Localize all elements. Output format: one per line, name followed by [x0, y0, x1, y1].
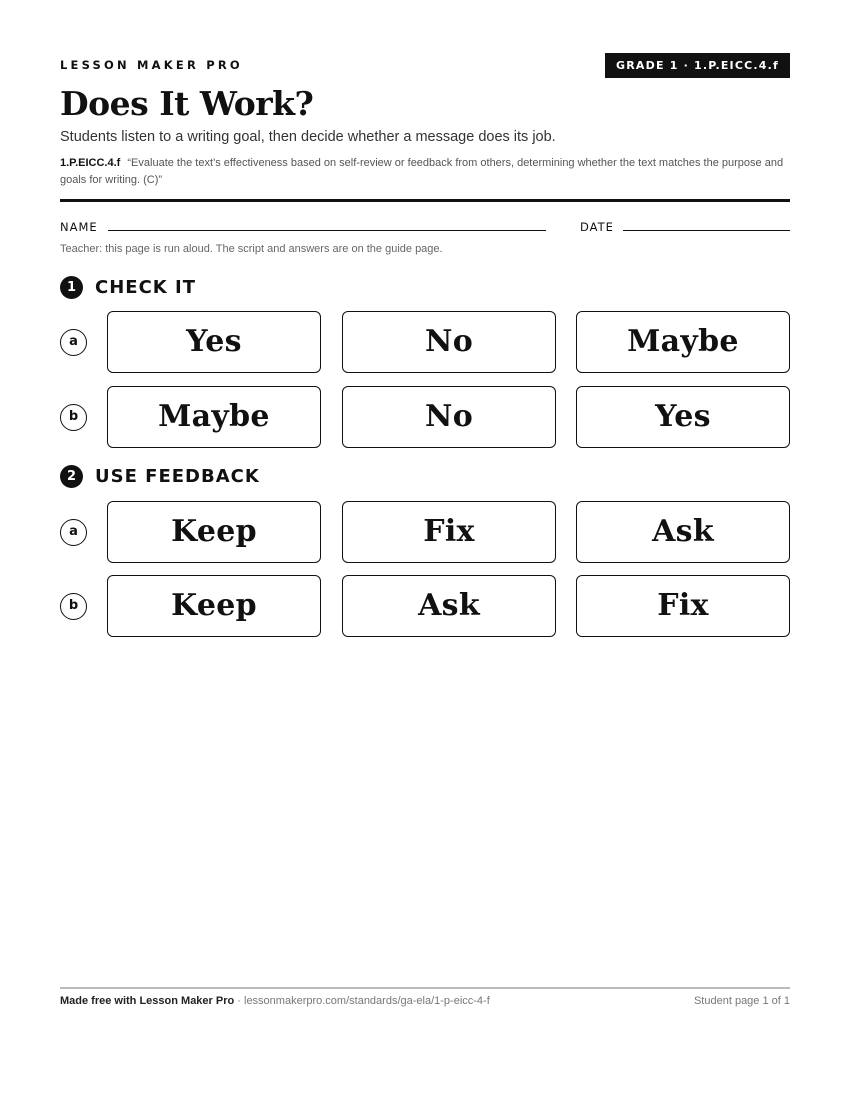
footer-credit	[60, 995, 490, 1007]
answer-choice[interactable]: Maybe	[107, 386, 321, 448]
page-number: Student page 1 of 1	[693, 995, 790, 1007]
answer-choice[interactable]: Yes	[576, 386, 790, 448]
section-1-header	[60, 276, 790, 300]
section-title: CHECK IT	[95, 276, 208, 299]
section-2-header	[60, 465, 790, 489]
question-row	[60, 386, 790, 448]
answer-choice[interactable]: No	[342, 311, 556, 373]
answer-choice[interactable]: Keep	[107, 501, 321, 563]
answer-choice[interactable]: Ask	[576, 501, 790, 563]
answer-choice[interactable]: Ask	[342, 575, 556, 637]
footer-divider	[60, 987, 790, 989]
question-row	[60, 501, 790, 563]
date-label: DATE	[580, 220, 614, 234]
standard-code: 1.P.EICC.4.f	[60, 157, 121, 169]
brand-wordmark: LESSON MAKER PRO	[60, 58, 243, 72]
question-row	[60, 575, 790, 637]
grade-badge: GRADE 1 · 1.P.EICC.4.f	[605, 53, 790, 78]
header-divider	[60, 199, 790, 202]
name-label: NAME	[60, 220, 98, 234]
page-subtitle: Students listen to a writing goal, then decide whether a message does its job.	[60, 129, 556, 145]
section-title: USE FEEDBACK	[95, 465, 272, 488]
page-title: Does It Work?	[60, 84, 314, 123]
standard-description	[60, 155, 790, 189]
row-letter: b	[60, 593, 87, 620]
date-field[interactable]	[623, 230, 790, 231]
answer-choice[interactable]: No	[342, 386, 556, 448]
question-row	[60, 311, 790, 373]
answer-choice[interactable]: Keep	[107, 575, 321, 637]
answer-choice[interactable]: Fix	[576, 575, 790, 637]
answer-choice[interactable]: Maybe	[576, 311, 790, 373]
name-field[interactable]	[108, 230, 546, 231]
row-letter: a	[60, 329, 87, 356]
standard-text: “Evaluate the text’s effectiveness based on self-review or feedback from others, determining whether the text matches the purpose and goals for writing. (C)”	[60, 157, 784, 186]
teacher-note: Teacher: this page is run aloud. The script and answers are on the guide page.	[60, 243, 443, 255]
answer-choice[interactable]: Yes	[107, 311, 321, 373]
row-letter: a	[60, 519, 87, 546]
footer-brand: Made free with Lesson Maker Pro	[60, 995, 235, 1007]
row-letter: b	[60, 404, 87, 431]
worksheet-page	[60, 0, 790, 1100]
answer-choice[interactable]: Fix	[342, 501, 556, 563]
footer-url[interactable]: · lessonmakerpro.com/standards/ga-ela/1-p-eicc-4-f	[234, 995, 490, 1007]
section-number: 2	[60, 465, 83, 488]
section-number: 1	[60, 276, 83, 299]
